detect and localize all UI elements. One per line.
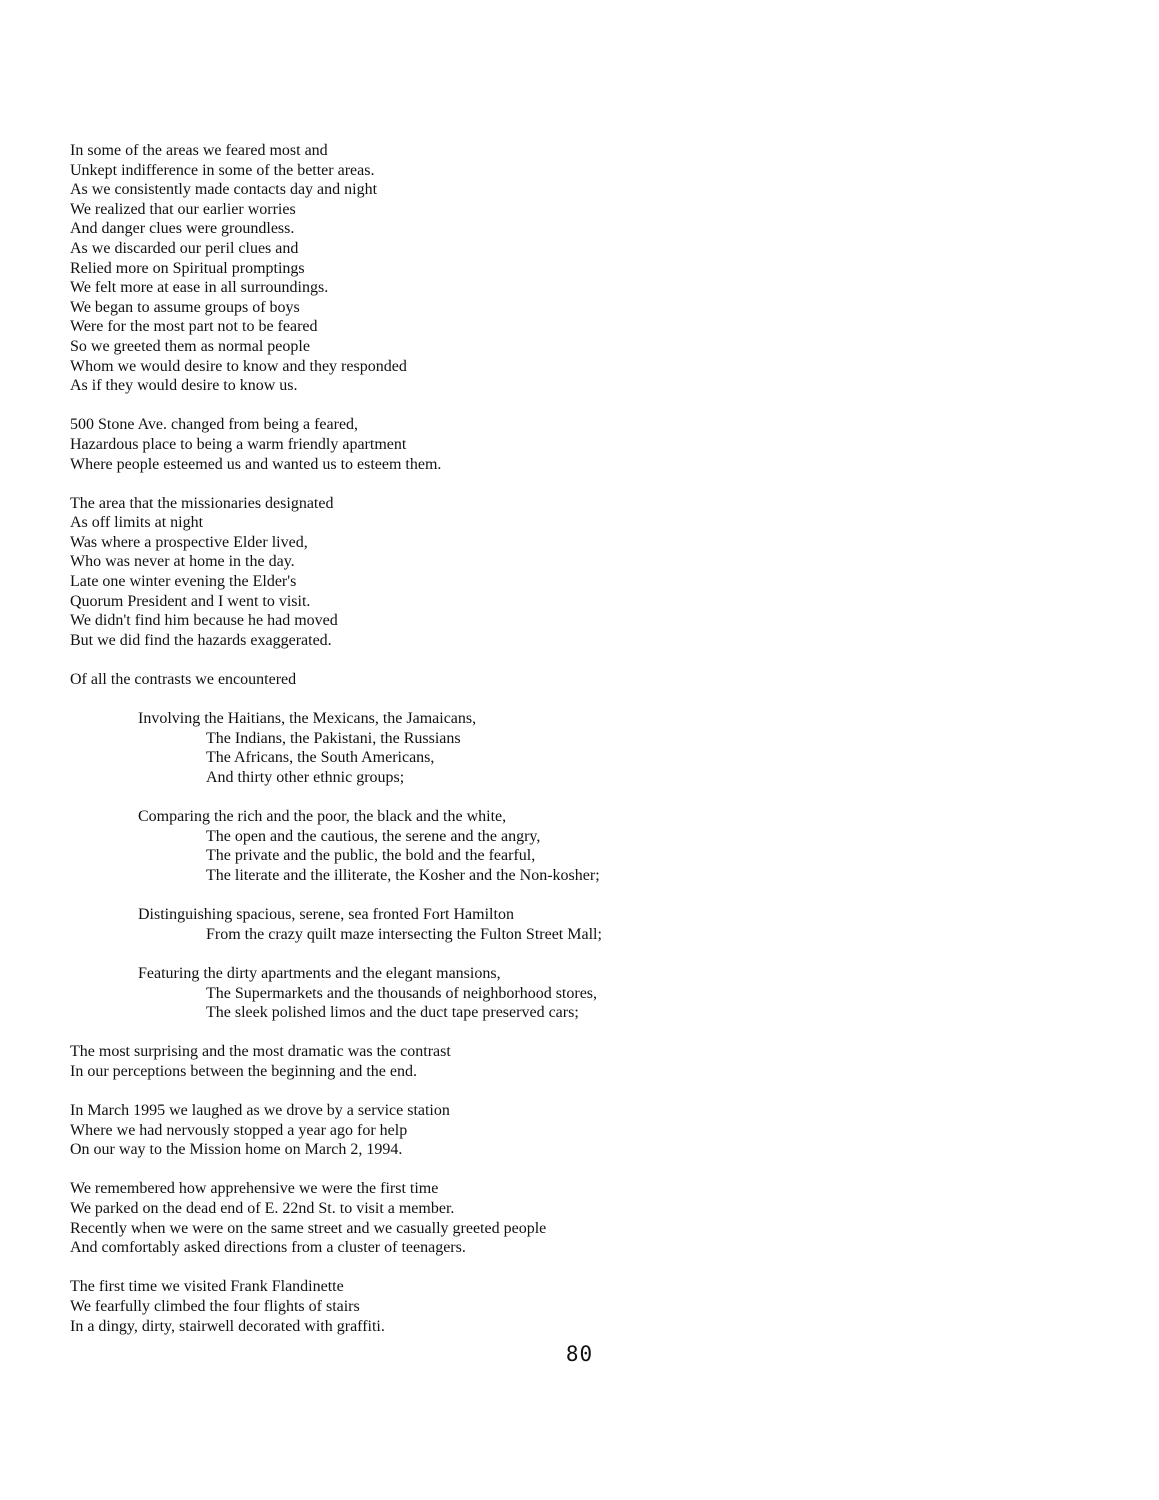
poem-line: Featuring the dirty apartments and the elegant mansions,	[138, 964, 501, 982]
stanza	[70, 709, 1110, 787]
stanza	[70, 1101, 1110, 1160]
poem-line: The private and the public, the bold and the fearful,	[206, 847, 536, 865]
poem-line: Whom we would desire to know and they responded	[70, 357, 407, 375]
stanza	[70, 1042, 1110, 1081]
page-number: 80	[565, 1342, 594, 1366]
poem-line: We felt more at ease in all surroundings.	[70, 279, 329, 297]
poem-line: We parked on the dead end of E. 22nd St. to visit a member.	[70, 1200, 455, 1218]
poem-line: We fearfully climbed the four flights of stairs	[70, 1298, 360, 1316]
poem-line: Involving the Haitians, the Mexicans, the Jamaicans,	[138, 710, 477, 728]
poem-line: Hazardous place to being a warm friendly apartment	[70, 435, 407, 453]
poem-line: Quorum President and I went to visit.	[70, 592, 311, 610]
poem-line: Was where a prospective Elder lived,	[70, 533, 308, 551]
poem-line: In some of the areas we feared most and	[70, 142, 328, 159]
stanza	[70, 807, 1110, 885]
poem-body	[70, 141, 1110, 1356]
poem-line: As we consistently made contacts day and night	[70, 181, 378, 199]
stanza	[70, 141, 1110, 396]
poem-line: The most surprising and the most dramatic was the contrast	[70, 1043, 451, 1061]
poem-line: Distinguishing spacious, serene, sea fronted Fort Hamilton	[138, 906, 514, 924]
poem-line: Who was never at home in the day.	[70, 553, 295, 571]
poem-line: Of all the contrasts we encountered	[70, 671, 297, 689]
poem-line: Unkept indifference in some of the better areas.	[70, 161, 375, 179]
poem-line: Late one winter evening the Elder's	[70, 573, 297, 591]
poem-line: On our way to the Mission home on March 2, 1994.	[70, 1141, 403, 1159]
stanza	[70, 670, 1110, 690]
poem-line: And danger clues were groundless.	[70, 220, 295, 238]
poem-line: Where we had nervously stopped a year ago for help	[70, 1121, 408, 1139]
poem-line: And comfortably asked directions from a cluster of teenagers.	[70, 1239, 466, 1257]
poem-line: We realized that our earlier worries	[70, 200, 296, 218]
stanza	[70, 964, 1110, 1023]
poem-line: We remembered how apprehensive we were the first time	[70, 1180, 439, 1198]
stanza	[70, 905, 1110, 944]
poem-line: 500 Stone Ave. changed from being a feared,	[70, 416, 359, 434]
poem-line: Where people esteemed us and wanted us to esteem them.	[70, 455, 442, 473]
poem-line: Relied more on Spiritual promptings	[70, 259, 305, 277]
poem-line: In our perceptions between the beginning and the end.	[70, 1062, 417, 1080]
poem-line: But we did find the hazards exaggerated.	[70, 631, 332, 649]
poem-line: We didn't find him because he had moved	[70, 612, 338, 630]
poem-line: In March 1995 we laughed as we drove by a service station	[70, 1102, 450, 1120]
stanza	[70, 415, 1110, 474]
poem-line: The sleek polished limos and the duct tape preserved cars;	[206, 1004, 579, 1022]
poem-line: As we discarded our peril clues and	[70, 239, 299, 257]
poem-line: The Africans, the South Americans,	[206, 749, 435, 767]
poem-line: The Indians, the Pakistani, the Russians	[206, 729, 461, 747]
stanza	[70, 1277, 1110, 1336]
poem-line: The first time we visited Frank Flandinette	[70, 1278, 344, 1296]
poem-line: The Supermarkets and the thousands of neighborhood stores,	[206, 984, 598, 1002]
poem-line: And thirty other ethnic groups;	[206, 769, 405, 786]
poem-line: In a dingy, dirty, stairwell decorated with graffiti.	[70, 1317, 385, 1335]
poem-line: Were for the most part not to be feared	[70, 318, 318, 336]
stanza	[70, 494, 1110, 651]
poem-line: Recently when we were on the same street and we casually greeted people	[70, 1219, 547, 1237]
poem-line: As off limits at night	[70, 514, 204, 532]
poem-line: We began to assume groups of boys	[70, 298, 300, 316]
poem-line: The open and the cautious, the serene and the angry,	[206, 827, 541, 845]
poem-line: As if they would desire to know us.	[70, 377, 298, 395]
stanza	[70, 1179, 1110, 1257]
poem-line: The literate and the illiterate, the Kosher and the Non-kosher;	[206, 866, 600, 884]
poem-line: The area that the missionaries designated	[70, 494, 334, 512]
poem-line: From the crazy quilt maze intersecting the Fulton Street Mall;	[206, 925, 602, 943]
poem-line: Comparing the rich and the poor, the black and the white,	[138, 808, 507, 826]
poem-line: So we greeted them as normal people	[70, 337, 310, 355]
